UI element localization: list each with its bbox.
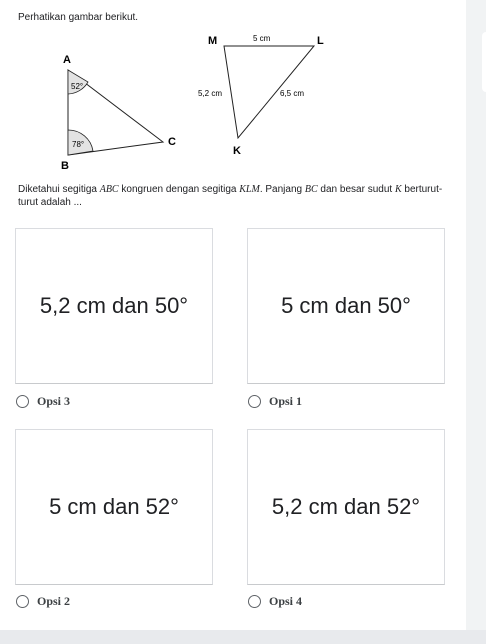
angle-label-b: 78°	[72, 140, 85, 149]
option-label: Opsi 4	[269, 594, 303, 608]
vertex-label-l: L	[317, 35, 324, 47]
vertex-label-m: M	[208, 35, 218, 47]
math-bc: BC	[304, 184, 318, 195]
option-value: 5,2 cm dan 50°	[39, 293, 189, 318]
radio-button[interactable]	[248, 395, 261, 408]
option-tile-opsi-1[interactable]	[247, 228, 445, 384]
option-choice-opsi-1[interactable]	[248, 394, 302, 409]
side-panel-tab	[482, 32, 486, 92]
vertex-label-k: K	[233, 145, 241, 157]
prompt-text: Perhatikan gambar berikut.	[18, 12, 139, 23]
question-text	[18, 183, 450, 209]
option-tile-opsi-2[interactable]	[15, 429, 213, 585]
option-tile-opsi-3[interactable]	[15, 228, 213, 384]
bottom-strip	[0, 630, 486, 644]
option-choice-opsi-4[interactable]	[248, 594, 302, 609]
question-part-4: dan besar sudut	[317, 184, 395, 195]
radio-button[interactable]	[16, 595, 29, 608]
option-choice-opsi-3[interactable]	[16, 394, 70, 409]
side-label-ml: 5 cm	[253, 34, 271, 43]
option-value: 5,2 cm dan 52°	[271, 494, 421, 519]
triangle-figure	[0, 0, 466, 180]
option-label: Opsi 2	[37, 594, 71, 608]
side-label-mk: 5,2 cm	[198, 89, 223, 98]
side-panel-edge	[476, 0, 486, 644]
math-k: K	[394, 184, 402, 195]
radio-button[interactable]	[248, 595, 261, 608]
vertex-label-c: C	[168, 136, 176, 148]
question-part-5: berturut-turut adalah ...	[18, 184, 443, 208]
option-value: 5 cm dan 50°	[281, 293, 411, 318]
option-value: 5 cm dan 52°	[49, 494, 179, 519]
vertex-label-a: A	[63, 54, 71, 66]
angle-label-a: 52°	[71, 82, 84, 91]
math-abc: ABC	[99, 184, 119, 195]
option-choice-opsi-2[interactable]	[16, 594, 70, 609]
question-part-2: kongruen dengan segitiga	[118, 184, 240, 195]
math-klm: KLM	[239, 184, 260, 195]
radio-button[interactable]	[16, 395, 29, 408]
option-tile-opsi-4[interactable]	[247, 429, 445, 585]
question-part-3: . Panjang	[259, 184, 305, 195]
vertex-label-b: B	[61, 160, 69, 172]
option-label: Opsi 1	[269, 394, 303, 408]
question-part-1: Diketahui segitiga	[18, 184, 100, 195]
side-label-lk: 6,5 cm	[280, 89, 305, 98]
option-label: Opsi 3	[37, 394, 71, 408]
